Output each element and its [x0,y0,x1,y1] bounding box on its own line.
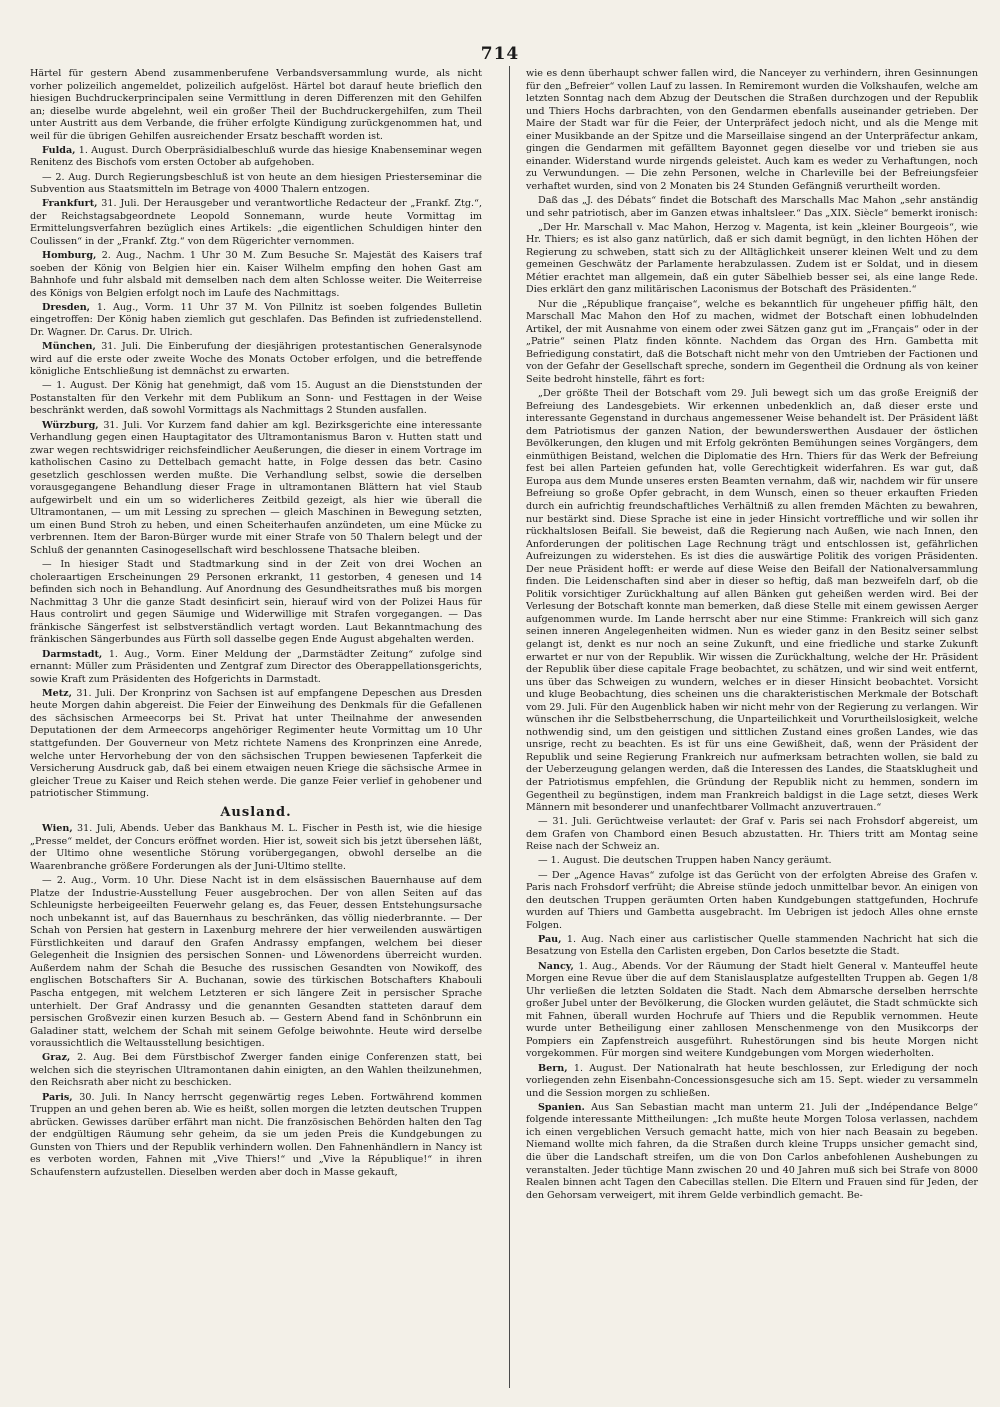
dateline-place: Würzburg, [42,419,99,431]
article-paragraph [30,302,482,340]
article-text: 1. Aug. Nach einer aus carlistischer Quelle stammenden Nachricht hat sich die Besatzung von Estella den Carlisten ergeben, Don Carlos besetzte die Stadt. [526,933,978,958]
right-column [526,68,978,1386]
article-text: 1. Aug., Vorm. 11 Uhr 37 M. Von Pillnitz ist soeben folgendes Bulletin eingetroffen: Der König haben ziemlich gut geschlafen. Das Befinden ist zufriedenstellend. Dr. Wagner. Dr. Carus. Dr. Ulrich. [30,301,482,338]
article-text: 2. Aug., Nachm. 1 Uhr 30 M. Zum Besuche Sr. Majestät des Kaisers traf soeben der König von Belgien hier ein. Kaiser Wilhelm empfing den hohen Gast am Bahnhofe und fuhr alsbald mit demselben nach dem alten Schlosse weiter. Die Weiterreise des Königs von Belgien erfolgt noch im Laufe des Nachmittags. [30,250,482,299]
article-paragraph [30,341,482,379]
article-text: 1. August. Durch Oberpräsidialbeschluß wurde das hiesige Knabenseminar wegen Renitenz des Bischofs vom ersten October ab aufgehoben. [30,144,482,169]
article-text: „Der Hr. Marschall v. Mac Mahon, Herzog v. Magenta, ist kein „kleiner Bourgeois“, wie Hr. Thiers; es ist also ganz natürlich, daß er sich damit begnügt, in den lichten Höhen der Regierung zu schweben, statt sich zu der Alltäglichkeit unserer kleinen Welt und zu dem gemeinen Geschwätz der Parlamente herabzulassen. Zudem ist er Soldat, und in diesem Métier erachtet man allgemein, daß ein guter Säbelhieb besser sei, als eine lange Rede. Dies erklärt den ganz militärischen Laconismus der Botschaft des Präsidenten.“ [526,221,978,296]
article-text: 31. Juli. Die Einberufung der diesjährigen protestantischen Generalsynode wird auf die erste oder zweite Woche des Monats October erfolgen, und die betreffende königliche Entschließung ist demnächst zu erwarten. [30,341,482,378]
article-paragraph [30,198,482,248]
dateline-place: Spanien. [538,1101,585,1113]
dateline-place: Metz, [42,687,72,699]
dateline-place: Nancy, [538,960,574,972]
article-paragraph [30,823,482,873]
article-paragraph [30,649,482,687]
article-text: — 31. Juli. Gerüchtweise verlautet: der Graf v. Paris sei nach Frohsdorf abgereist, um dem Grafen von Chambord einen Besuch abzustatten. Hr. Thiers tritt am Montag seine Reise nach der Schweiz an. [526,816,978,853]
article-paragraph [30,380,482,418]
article-text: Härtel für gestern Abend zusammenberufene Verbandsversammlung wurde, als nicht vorher polizeilich angemeldet, polizeilich aufgelöst. Härtel bot darauf heute brieflich den hiesigen Buchdruckerprincipalen seine Vermittlung in deren Differenzen mit den Gehilfen an; dieselbe wurde abgelehnt, weil ein großer Theil der Buchdruckergehilfen, zum Theil unter Austritt aus dem Verbande, die früher erfolgte Kündigung zurückgenommen hat, und weil für die übrigen Gehilfen ausreichender Ersatz beschafft worden ist. [30,68,482,142]
section-heading: Ausland. [220,804,292,820]
dateline-place: Dresden, [42,301,91,313]
article-paragraph [526,855,978,868]
article-text: Aus San Sebastian macht man unterm 21. Juli der „Indépendance Belge“ folgende interessante Mittheilungen: „Ich mußte heute Morgen Tolosa verlassen, nachdem ich einen vergeblichen Versuch gemacht hatte, mich von hier nach Beasain zu begeben. Niemand wollte mich fahren, da die Straßen durch kleine Trupps unsicher gemacht sind, die über die Landschaft streifen, um die von Don Carlos anbefohlenen Aushebungen zu veranstalten. Jeder tüchtige Mann zwischen 20 und 40 Jahren muß sich bei Strafe von 8000 Realen binnen acht Tagen den Cabecillas stellen. Die Eltern und Frauen sind für Jeden, der den Gehorsam verweigert, mit ihrem Gelde verbindlich gemacht. Be- [526,1101,978,1201]
article-paragraph [526,1063,978,1101]
article-text: 30. Juli. In Nancy herrscht gegenwärtig reges Leben. Fortwährend kommen Truppen an und gehen beren ab. Wie es heißt, sollen morgen die letzten deutschen Truppen abrücken. Gewisses darüber erfährt man nicht. Die französischen Behörden halten den Tag der endgültigen Räumung sehr geheim, da sie um jeden Preis die Kundgebungen zu Gunsten von Thiers und der Republik verhindern wollen. Den Fahnenhändlern in Nancy ist es verboten worden, Fahnen mit „Vive Thiers!“ und „Vive la République!“ in ihren Schaufenstern aufzustellen. Dieselben werden aber doch in Masse gekauft, [30,1091,482,1178]
dateline-place: Paris, [42,1091,73,1103]
article-text: 31. Juli. Der Kronprinz von Sachsen ist auf empfangene Depeschen aus Dresden heute Morgen dahin abgereist. Die Feier der Einweihung des Denkmals für die Gefallenen des sächsischen Armeecorps bei St. Privat hat unter Theilnahme der anwesenden Deputationen der dem Armeecorps angehöriger Regimenter heute Vormittag um 10 Uhr stattgefunden. Der Gouverneur von Metz richtete Namens des Kronprinzen eine Anrede, welche unter Hervorhebung der von den sächsischen Truppen bewiesenen Tapferkeit die Versicherung Ausdruck gab, daß bei einem etwaigen neuen Kriege die sächsische Armee in gleicher Treue zu Kaiser und Reich stehen werde. Die ganze Feier verlief in gehobener und patriotischer Stimmung. [30,687,482,800]
article-text: 31. Juli. Vor Kurzem fand dahier am kgl. Bezirksgerichte eine interessante Verhandlung gegen einen Hauptagitator des Ultramontanismus Baron v. Hutten statt und zwar wegen rechtswidriger reichsfeindlicher Aeußerungen, die dieser in einem Vortrage im katholischen Casino zu Dettelbach gemacht hatte, in Folge dessen das betr. Casino gesetzlich geschlossen werden mußte. Die Verhandlung selbst, sowie die derselben vorausgegangene Behandlung dieser Frage in ultramontanen Blättern hat viel Staub aufgewirbelt und ein um so widerlicheres Zeitbild gezeigt, als hier wie überall die Ultramontanen, — um mit Lessing zu sprechen — gleich Maschinen in Bewegung setzten, um einen Bund Stroh zu heben, und einen Scheiterhaufen anzündeten, um eine Mücke zu verbrennen. Item der Baron-Bürger wurde mit einer Strafe von 50 Thalern belegt und der Schluß der genannten Casinogesellschaft wird beschlossene Thatsache bleiben. [30,419,482,556]
article-text: — 2. Aug., Vorm. 10 Uhr. Diese Nacht ist in dem elsässischen Bauernhause auf dem Platze der Industrie-Ausstellung Feuer ausgebrochen. Der von allen Seiten auf das Schleunigste herbeigeeilten Feuerwehr gelang es, das Feuer, dessen Entstehungsursache noch unbekannt ist, auf das Bauernhaus zu beschränken, das völlig niederbrannte. — Der Schah von Persien hat gestern in Laxenburg mehrere der hier verweilenden auswärtigen Fürstlichkeiten und darauf den Grafen Andrassy empfangen, welchem bei dieser Gelegenheit die Insignien des persischen Sonnen- und Löwenordens überreicht wurden. Außerdem nahm der Schah die Besuche des russischen Gesandten von Nowikoff, des englischen Botschafters Sir A. Buchanan, sowie des türkischen Botschafters Khabouli Pascha entgegen, mit welchem Letzteren er sich längere Zeit in persischer Sprache unterhielt. Der Graf Andrassy und die genannten Gesandten statteten darauf dem persischen Großvezir einen kurzen Besuch ab. — Gestern Abend fand in Schönbrunn ein Galadiner statt, welchem der Schah mit seinem Gefolge beiwohnte. Heute wird derselbe voraussichtlich die Weltausstellung besichtigen. [30,875,482,1050]
article-text: Daß das „J. des Débats“ findet die Botschaft des Marschalls Mac Mahon „sehr anständig und sehr patriotisch, aber im Ganzen etwas inhaltsleer.“ Das „XIX. Siècle“ bemerkt ironisch: [526,195,978,219]
article-paragraph [526,1102,978,1202]
article-paragraph [30,420,482,558]
page-number: 714 [480,44,520,64]
article-paragraph [30,688,482,801]
dateline-place: Graz, [42,1052,71,1064]
dateline-place: Homburg, [42,250,97,262]
article-text: 1. Aug., Abends. Vor der Räumung der Stadt hielt General v. Manteuffel heute Morgen eine Revue über die auf dem Stanislausplatze aufgestellten Truppen ab. Gegen 1/8 Uhr verließen die letzten Soldaten die Stadt. Nach dem Abmarsche derselben herrschte großer Jubel unter der Bevölkerung, die Glocken wurden geläutet, die Stadt schmückte sich mit Fahnen, überall wurden Hochrufe auf Thiers und die Republik vernommen. Heute wurde unter Betheiligung einer zahllosen Menschenmenge von den Musikcorps der Pompiers ein Zapfenstreich ausgeführt. Ruhestörungen sind bis heute Morgen nicht vorgekommen. Für morgen sind weitere Kundgebungen vom Morgen wiederholten. [526,960,978,1060]
dateline-place: Wien, [42,823,73,835]
article-text: — Der „Agence Havas“ zufolge ist das Gerücht von der erfolgten Abreise des Grafen v. Paris nach Frohsdorf verfrüht; die Abreise stünde jedoch unmittelbar bevor. An einigen von den deutschen Truppen geräumten Orten haben Kundgebungen stattgefunden, Hochrufe wurden auf Thiers und Gambetta ausgebracht. Im Uebrigen ist jedoch Alles ohne ernste Folgen. [526,869,978,931]
article-text: — 1. August. Die deutschen Truppen haben Nancy geräumt. [538,855,832,867]
article-paragraph [30,875,482,1051]
dateline-place: Fulda, [42,144,76,156]
dateline-place: Pau, [538,933,562,945]
article-paragraph [526,816,978,854]
article-paragraph [30,1052,482,1090]
article-paragraph [526,68,978,193]
dateline-place: Bern, [538,1062,568,1074]
article-paragraph [526,222,978,297]
dateline-place: München, [42,341,96,353]
article-paragraph [30,250,482,300]
article-paragraph [526,870,978,933]
dateline-place: Frankfurt, [42,198,98,210]
dateline-place: Darmstadt, [42,648,103,660]
article-paragraph [30,1092,482,1180]
article-paragraph [526,388,978,815]
article-text: — 1. August. Der König hat genehmigt, daß vom 15. August an die Dienststunden der Postanstalten für den Verkehr mit dem Publikum an Sonn- und Festtagen in der Weise beschränkt werden, daß sowohl Vormittags als Nachmittags 2 Stunden ausfallen. [30,380,482,417]
article-text: 31. Juli. Der Herausgeber und verantwortliche Redacteur der „Frankf. Ztg.“, der Reichstagsabgeordnete Leopold Sonnemann, wurde heute Vormittag im Ermittelungsverfahren bezüglich eines Artikels: „die eigentlichen Schuldigen hinter den Coulissen“ in der „Frankf. Ztg.“ von dem Rügerichter vernommen. [30,198,482,247]
article-text: — 2. Aug. Durch Regierungsbeschluß ist von heute an dem hiesigen Priesterseminar die Subvention aus Staatsmitteln im Betrage von 4000 Thalern entzogen. [30,171,482,196]
article-paragraph [30,559,482,647]
article-text: — In hiesiger Stadt und Stadtmarkung sind in der Zeit von drei Wochen an choleraartigen Erscheinungen 29 Personen erkrankt, 11 gestorben, 4 genesen und 14 befinden sich noch in Behandlung. Auf Anordnung des Gesundheitsrathes muß bis morgen Nachmittag 3 Uhr die ganze Stadt desinficirt sein, hierauf wird von der Polizei Haus für Haus controlirt und gegen Säumige und Widerwillige mit Strafen vorgegangen. — Das fränkische Sängerfest ist selbstverständlich vertagt worden. Laut Bekanntmachung des fränkischen Sängerbundes aus Fürth soll dasselbe gegen Ende August abgehalten werden. [30,559,482,646]
article-text: Nur die „République française“, welche es bekanntlich für ungeheuer pfiffig hält, den Marschall Mac Mahon den Hof zu machen, widmet der Botschaft einen lobhudelnden Artikel, der mit Ausnahme von einem oder zwei Sätzen ganz gut im „Français“ oder in der „Patrie“ seinen Platz finden könnte. Nachdem das Organ des Hrn. Gambetta mit Befriedigung constatirt, daß die Botschaft nicht mehr von den Umtrieben der Factionen und von der Gefahr der Gesellschaft spreche, sondern im Gegentheil die Ordnung als von keiner Seite bedroht hinstelle, fährt es fort: [526,298,978,385]
article-paragraph [30,172,482,197]
article-text: „Der größte Theil der Botschaft vom 29. Juli bewegt sich um das große Ereigniß der Befreiung des Landesgebiets. Wir erkennen unbedenklich an, daß dieser erste und interessante Gegenstand in durchaus angemessener Weise behandelt ist. Der Präsident läßt dem Patriotismus der ganzen Nation, der bewunderswerthen Ausdauer der östlichen Bevölkerungen, den klugen und mit Erfolg gekrönten Bemühungen seines Vorgängers, dem einmüthigen Beistand, welchen die Diplomatie des Hrn. Thiers für das Werk der Befreiung fest bei allen Parteien gefunden hat, volle Gerechtigkeit widerfahren. Es war gut, daß Europa aus dem Munde unseres ersten Beamten vernahm, daß wir, nachdem wir für unsere Befreiung so große Opfer gebracht, in dem Wunsch, einen so theuer erkauften Frieden durch ein aufrichtig freundschaftliches Verhältniß zu allen fremden Mächten zu bewahren, nur bestärkt sind. Diese Sprache ist eine in jeder Hinsicht vortreffliche und wir sollen ihr rückhaltslosen Beifall. Sie beweist, daß die Regierung nach Außen, wie nach Innen, den Anforderungen der politischen Lage Rechnung trägt und entschlossen ist, gefährlichen Aufreizungen zu widerstehen. Es ist dies die auswärtige Politik des vorigen Präsidenten. Der neue Präsident hofft: er werde auf diese Weise den Beifall der Nationalversammlung finden. Die Leidenschaften sind aber in dieser so heftig, daß man bezweifeln darf, ob die Politik vorsichtiger Zurückhaltung auf allen Bänken gut geheißen werden wird. Bei der Verlesung der Botschaft konnte man bemerken, daß diese Stelle mit einem gewissen Aerger aufgenommen wurde. Im Lande herrscht aber nur eine Stimme: Frankreich will sich ganz seinen inneren Angelegenheiten widmen. Nun es wieder ganz in den Besitz seiner selbst gelangt ist, denkt es nur noch an seine Zukunft, und eine friedliche und starke Zukunft erwartet er nur von der Republik. Wir wissen die Zurückhaltung, welche der Hr. Präsident der Republik über diese capitale Frage beobachtet, zu schätzen, und wir sind weit entfernt, uns über das Schweigen zu wundern, welches er in dieser Hinsicht beobachtet. Vorsicht und kluge Beobachtung, dies scheinen uns die charakteristischen Merkmale der Botschaft vom 29. Juli. Für den Augenblick haben wir nicht mehr von der Regierung zu verlangen. Wir wünschen ihr die Selbstbeherrschung, die Unparteilichkeit und Vorurtheilslosigkeit, welche nothwendig sind, um den geistigen und sittlichen Zustand eines großen Landes, wie das unsrige, recht zu beachten. Es ist für uns eine Gewißheit, daß, wenn der Präsident der Republik und seine Regierung Frankreich nur aufmerksam betrachten wollen, sie bald zu der Ueberzeugung gelangen werden, daß die Interessen des Landes, die Staatsklugheit und der Patriotismus empfehlen, die Gründung der Republik nicht zu hemmen, sondern im Gegentheil zu begünstigen, indem man Frankreich baldigst in die Lage setzt, dieses Werk Männern mit besonderer und unanfechtbarer Vollmacht anzuvertrauen.“ [526,388,978,814]
article-paragraph [526,299,978,387]
article-paragraph [526,934,978,959]
article-text: wie es denn überhaupt schwer fallen wird, die Nanceyer zu verhindern, ihren Gesinnungen für den „Befreier“ vollen Lauf zu lassen. In Remiremont wurden die Volkshaufen, welche am letzten Sonntag nach dem Abzug der Deutschen die Straßen durchzogen und der Republik und Thiers Hochs darbrachten, von den Gendarmen ebenfalls auseinander getrieben. Der Maire der Stadt war für die Feier, der Unterpräfect jedoch nicht, und als die Menge mit einer Musikbande an der Spitze und die Marseillaise singend an der Unterpräfectur ankam, gingen die Gendarmen mit gefälltem Bayonnet gegen dieselbe vor und trieben sie aus einander. Widerstand wurde nirgends geleistet. Auch kam es weder zu Verhaftungen, noch zu Verwundungen. — Die zehn Personen, welche in Charleville bei der Befreiungsfeier verhaftet wurden, sind von 2 Monaten bis 24 Stunden Gefängniß verurtheilt worden. [526,68,978,192]
article-text: 2. Aug. Bei dem Fürstbischof Zwerger fanden einige Conferenzen statt, bei welchen sich die steyrischen Ultramontanen dahin einigten, an den Wahlen theilzunehmen, den Reichsrath aber nicht zu beschicken. [30,1052,482,1089]
article-paragraph [526,961,978,1061]
article-paragraph [30,68,482,143]
article-text: 1. Aug., Vorm. Einer Meldung der „Darmstädter Zeitung“ zufolge sind ernannt: Müller zum Präsidenten und Zentgraf zum Director des Oberappellationsgerichts, sowie Kraft zum Präsidenten des Hofgerichts in Darmstadt. [30,648,482,685]
article-text: 31. Juli, Abends. Ueber das Bankhaus M. L. Fischer in Pesth ist, wie die hiesige „Presse“ meldet, der Concurs eröffnet worden. Hier ist, soweit sich bis jetzt übersehen läßt, der Ultimo ohne wesentliche Störung vorübergegangen, obwohl derselbe an die Waarenbranche größere Forderungen als der Juni-Ultimo stellte. [30,823,482,872]
article-paragraph [30,145,482,170]
column-divider [509,66,510,1388]
left-column [30,68,482,1386]
article-paragraph [526,195,978,220]
article-text: 1. August. Der Nationalrath hat heute beschlossen, zur Erledigung der noch vorliegenden zehn Eisenbahn-Concessionsgesuche sich am 15. Sept. wieder zu versammeln und die Session morgen zu schließen. [526,1062,978,1099]
